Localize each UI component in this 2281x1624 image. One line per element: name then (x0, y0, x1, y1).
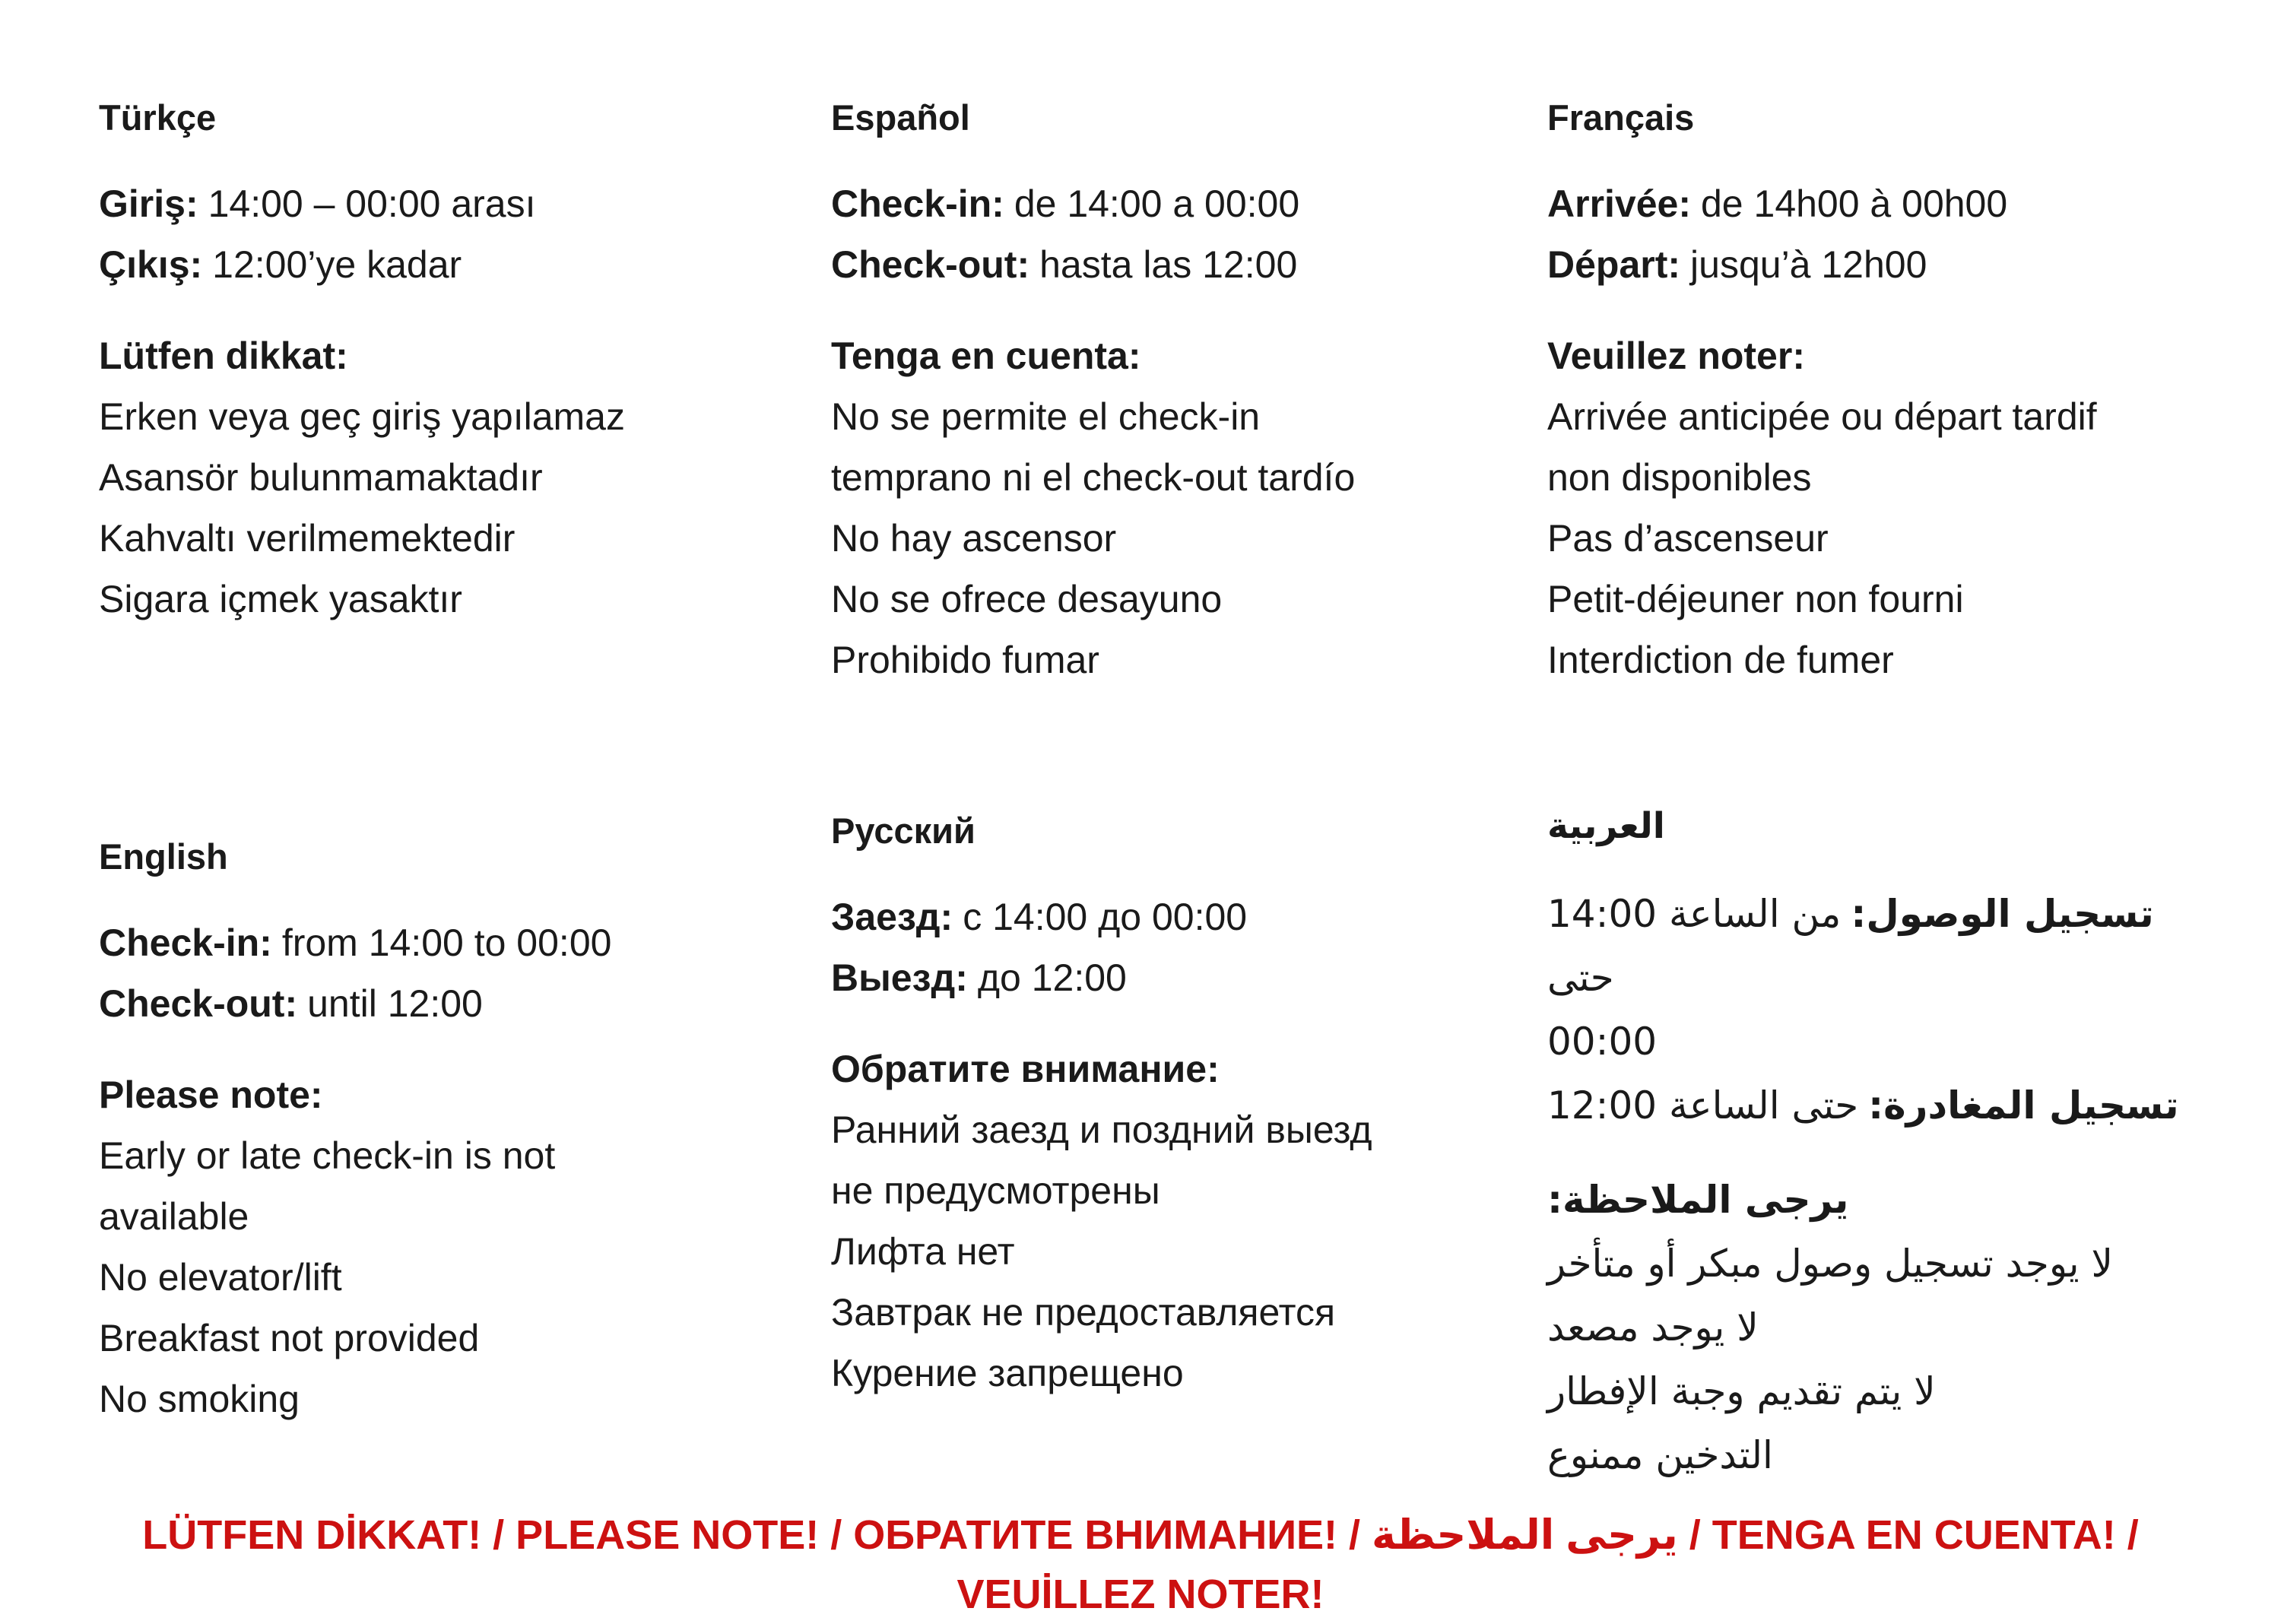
note-heading: Tenga en cuenta: (831, 335, 1141, 377)
footer-warning-line1: LÜTFEN DİKKAT! / PLEASE NOTE! / ОБРАТИТЕ ВНИМАНИЕ! / يرجى الملاحظة / TENGA EN CUENTA! / (142, 1512, 2139, 1558)
checkin-value: de 14h00 à 00h00 (1701, 182, 2008, 225)
note-item: Prohibido fumar (831, 639, 1099, 681)
note-item: Курение запрещено (831, 1352, 1184, 1394)
note-item: Sigara içmek yasaktır (99, 578, 462, 620)
note-item: Asansör bulunmamaktadır (99, 456, 543, 499)
note-item: No se ofrece desayuno (831, 578, 1223, 620)
column-middle (831, 97, 1547, 1487)
checkin-line (831, 887, 1547, 947)
note-item: No elevator/lift (99, 1256, 342, 1299)
note-item: لا يوجد تسجيل وصول مبكر أو متأخر (1547, 1242, 2113, 1286)
checkout-line (831, 234, 1547, 295)
section-title-turkce: Türkçe (99, 97, 217, 138)
checkin-line (1547, 882, 2213, 1074)
section-english (99, 836, 831, 1429)
checkout-line (1547, 1074, 2213, 1137)
checkin-label: Заезд: (831, 896, 953, 938)
checkout-line (1547, 234, 2213, 295)
checkin-label: Check-in: (831, 182, 1004, 225)
section-espanol (831, 97, 1547, 690)
note-heading: Lütfen dikkat: (99, 335, 348, 377)
section-title-arabic: العربية (1547, 805, 1665, 847)
note-item: Pas d’ascenseur (1547, 517, 1829, 560)
checkin-value: من الساعة 14:00 حتى 00:00 (1547, 892, 1842, 1064)
checkout-line (99, 973, 831, 1034)
note-heading: Please note: (99, 1074, 323, 1116)
note-item: Interdiction de fumer (1547, 639, 1894, 681)
checkout-label: Выезд: (831, 956, 968, 999)
checkin-value: 14:00 – 00:00 arası (208, 182, 536, 225)
note-item: No hay ascensor (831, 517, 1117, 560)
note-item: No smoking (99, 1378, 300, 1420)
note-item: Ранний заезд и поздний выезд не предусмотрены (831, 1109, 1372, 1212)
checkout-value: jusqu’à 12h00 (1690, 243, 1927, 286)
note-item: No se permite el check-in temprano ni el check-out tardío (831, 395, 1356, 499)
checkout-label: تسجيل المغادرة: (1868, 1083, 2179, 1128)
checkout-value: حتى الساعة 12:00 (1547, 1083, 1859, 1128)
note-item: Petit-déjeuner non fourni (1547, 578, 1964, 620)
section-arabic (1547, 806, 2213, 1487)
checkin-line (831, 173, 1547, 234)
section-francais (1547, 97, 2213, 690)
checkout-line (99, 234, 831, 295)
section-title-francais: Français (1547, 97, 1695, 138)
checkin-label: Check-in: (99, 921, 272, 964)
checkout-label: Check-out: (831, 243, 1030, 286)
note-item: التدخين ممنوع (1547, 1433, 1773, 1477)
checkout-label: Çıkış: (99, 243, 203, 286)
checkout-value: until 12:00 (307, 982, 483, 1025)
section-title-russkiy: Русский (831, 810, 976, 851)
note-item: Erken veya geç giriş yapılamaz (99, 395, 625, 438)
note-item: لا يوجد مصعد (1547, 1305, 1759, 1350)
note-item: لا يتم تقديم وجبة الإفطار (1547, 1369, 1936, 1413)
column-left (99, 97, 831, 1487)
section-turkce (99, 97, 831, 630)
note-item: Breakfast not provided (99, 1317, 480, 1359)
section-title-espanol: Español (831, 97, 970, 138)
note-item: Arrivée anticipée ou départ tardif non disponibles (1547, 395, 2097, 499)
checkout-value: 12:00’ye kadar (212, 243, 462, 286)
note-item: Kahvaltı verilmemektedir (99, 517, 516, 560)
checkin-value: de 14:00 a 00:00 (1014, 182, 1300, 225)
language-grid (0, 97, 2281, 1487)
note-item: Завтрак не предоставляется (831, 1291, 1336, 1334)
checkin-value: from 14:00 to 00:00 (281, 921, 612, 964)
checkout-value: hasta las 12:00 (1039, 243, 1298, 286)
column-spacer (831, 690, 1547, 810)
section-russkiy (831, 810, 1547, 1404)
checkout-label: Check-out: (99, 982, 298, 1025)
checkout-label: Départ: (1547, 243, 1681, 286)
checkout-line (831, 947, 1547, 1008)
checkin-label: Arrivée: (1547, 182, 1691, 225)
section-title-english: English (99, 836, 228, 877)
checkin-label: Giriş: (99, 182, 198, 225)
footer-warning (0, 1505, 2281, 1624)
column-spacer (99, 630, 831, 836)
note-heading: يرجى الملاحظة: (1547, 1178, 1849, 1222)
note-heading: Veuillez noter: (1547, 335, 1805, 377)
footer-warning-line2: VEUİLLEZ NOTER! (956, 1572, 1325, 1617)
column-right (1547, 97, 2213, 1487)
checkin-line (1547, 173, 2213, 234)
checkin-line (99, 173, 831, 234)
column-spacer (1547, 690, 2213, 806)
checkin-label: تسجيل الوصول: (1851, 892, 2154, 936)
note-item: Лифта нет (831, 1230, 1015, 1273)
checkin-line (99, 912, 831, 973)
checkout-value: до 12:00 (977, 956, 1127, 999)
note-heading: Обратите внимание: (831, 1048, 1220, 1090)
note-item: Early or late check-in is not available (99, 1134, 556, 1238)
checkin-value: с 14:00 до 00:00 (963, 896, 1248, 938)
